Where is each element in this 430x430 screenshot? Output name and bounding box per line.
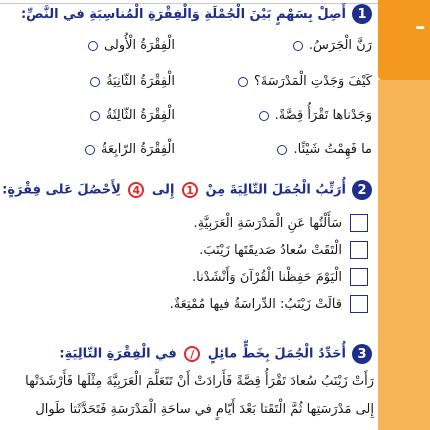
q1-instruction: أَصِلْ بِسَهْمٍ بَيْنَ الْجُمْلَةِ وَالْفِقْرَةِ الْمُناسِبَةِ في النَّصِّ: <box>20 6 346 22</box>
q3-number: 3 <box>352 344 372 364</box>
paragraph-line: إِلى مَدْرَسَتِها ثُمَّ الْتَقَتا بَعْدَ أَيّامٍ في ساحَةِ الْمَدْرَسَةِ فَتَحَدَّثَتا طَوال <box>35 402 374 417</box>
side-strip <box>378 80 430 430</box>
q1-number: 1 <box>352 4 372 24</box>
from-number-badge: 1 <box>182 182 198 198</box>
bullet-icon[interactable] <box>90 111 100 121</box>
q1-paragraph-3[interactable]: الْفِقْرَةُ الثّالِثَةُ <box>90 108 175 123</box>
q1-sentence-4[interactable]: ما فَهِمْتُ شَيْئًا. <box>277 142 372 157</box>
q2-header <box>2 180 372 200</box>
bullet-icon[interactable] <box>259 111 269 121</box>
q1-paragraph-1[interactable]: الْفِقْرَةُ الْأُولى <box>88 38 175 53</box>
paragraph-line: رَأَتْ زَيْنَبُ سُعادَ تَقْرَأُ قِصَّةً فَأَرادَتْ أَنْ تَتَعَلَّمَ الْعَرَبِيَّةَ مِثْلَها فَأَرْشَدَتْها <box>25 374 374 389</box>
q2-item-2: الْتَقَتْ سُعادُ صَديقَتَها زَيْنَبَ. <box>199 241 368 259</box>
q3-header <box>59 344 372 364</box>
q2-item-4: قالَتْ زَيْنَبُ: الدِّراسَةُ فيها مُمْتِعَةٌ. <box>170 295 368 313</box>
q2-number: 2 <box>352 180 372 200</box>
order-box[interactable] <box>350 241 368 259</box>
order-box[interactable] <box>350 268 368 286</box>
order-box[interactable] <box>350 214 368 232</box>
q3-instruction: أُحَدِّدُ الْجُمَلَ بِخَطٍّ مائِلٍ / في الْفِقْرَةِ التّالِيَةِ: <box>59 346 346 362</box>
q2-instruction: أُرَتِّبُ الْجُمَلَ التّالِيَةَ مِنْ 1 إِلى 4 لِأَحْصُلَ عَلى فِقْرَةٍ: <box>2 182 346 198</box>
order-box[interactable] <box>350 295 368 313</box>
q1-sentence-2[interactable]: كَيْفَ وَجَدْتِ الْمَدْرَسَةَ؟ <box>238 74 372 89</box>
bullet-icon[interactable] <box>85 145 95 155</box>
slash-mark-badge: / <box>184 346 200 362</box>
bullet-icon[interactable] <box>88 41 98 51</box>
q1-header <box>21 4 372 24</box>
q1-paragraph-4[interactable]: الْفِقْرَةُ الرّابِعَةُ <box>85 142 175 157</box>
bullet-icon[interactable] <box>90 77 100 87</box>
bullet-icon[interactable] <box>277 145 287 155</box>
q1-sentence-3[interactable]: وَجَدْناها تَقْرَأُ قِصَّةً. <box>259 108 372 123</box>
q3-paragraph[interactable] <box>4 368 374 424</box>
bullet-icon[interactable] <box>293 41 303 51</box>
side-tab <box>378 0 430 80</box>
q1-paragraph-2[interactable]: الْفِقْرَةُ الثّانِيَةُ <box>90 74 175 89</box>
bullet-icon[interactable] <box>238 77 248 87</box>
q2-item-3: الْيَوْمَ حَفِظْنا الْقُرْآنَ وَأَنْشَدْنا. <box>192 268 368 286</box>
q2-item-1: سَأَلْتُها عَنِ الْمَدْرَسَةِ الْعَرَبِيَّةِ. <box>194 214 368 232</box>
to-number-badge: 4 <box>128 182 144 198</box>
side-tab-title: ـ <box>416 10 424 35</box>
q1-sentence-1[interactable]: رَنَّ الْجَرَسُ. <box>293 38 372 53</box>
